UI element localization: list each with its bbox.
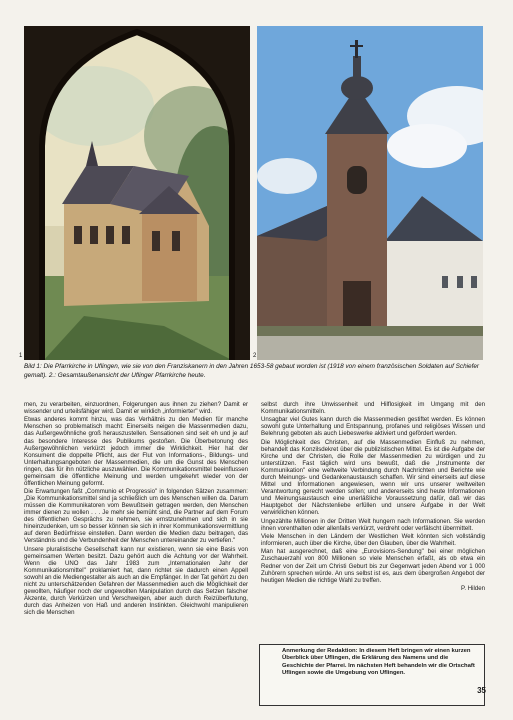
paragraph: Ungezählte Millionen in der Dritten Welt hungern nach Informationen. Sie werden ihnen vorenthalten oder allenfalls verkürzt, verdreht oder verfälscht übermittelt.	[261, 517, 485, 532]
paragraph: Unsagbar viel Gutes kann durch die Massenmedien gestiftet werden. Es können sowohl gute Unterhaltung und Entspannung, profanes und religiöses Wissen und Belehrung geboten als auch Liebeswerke aktiviert und gefördert werden.	[261, 416, 485, 438]
paragraph: men, zu verarbeiten, einzuordnen, Folgerungen aus ihnen zu ziehen? Damit er wissender und urteilsfähiger wird. Damit er wirklich „informierter" wird.	[24, 401, 248, 416]
editorial-note-box: Anmerkung der Redaktion: In diesem Heft bringen wir einen kurzen Überblick über Uflingen, die Erklärung des Namens und die Geschichte der Pfarrei. Im nächsten Heft behandeln wir die Ortschaft Uflingen sowie die Umgebung von Uflingen.	[259, 644, 485, 706]
church-photo-image	[257, 26, 483, 360]
church-painting-image	[24, 26, 250, 360]
paragraph: Etwas anderes kommt hinzu, was das Verhältnis zu den Medien für manche Menschen so problematisch macht: Einerseits neigen die Massenmedien dazu, das Außergewöhnliche groß herauszustellen. Sensationen sind seit eh und je auf das besondere Interesse des Publikums gestoßen. Die Überbetonung des Außergewöhnlichen verkürzt jedoch immer die Wirklichkeit. Hier hat der Konsument die doppelte Pflicht, aus der Flut von Informations-, Bildungs- und Unterhaltungsangeboten der Massenmedien, die um die Gunst des Menschen ringen, das für ihn nützliche auszuwählen. Die Kommunikationsmittel beeinflussen gemeinsam die öffentliche Meinung und werden umgekehrt wieder von der öffentlichen Meinung geformt.	[24, 416, 248, 487]
paragraph: Unsere pluralistische Gesellschaft kann nur existieren, wenn sie eine Basis von gemeinsamen Werten besitzt. Dazu gehört auch die Achtung vor der Wahrheit. Wenn die UNO das Jahr 1983 zum „Internationalen Jahr der Kommunikationsmittel" proklamiert hat, dann richtet sie dadurch einen Appell sowohl an die Mediengestalter als auch an die Empfänger. In der Tat gehört zu den nicht zu unterschätzenden Gefahren der Massenmedien auch die Möglichkeit der gewollten, häufiger noch der ungewollten Manipulation durch das Setzen falscher Akzente, durch Verkürzen und Verschweigen, aber auch durch Reizüberflutung, durch das Anheizen von Haß und anderen Instinkten. Gleichwohl manipulieren sich die Menschen	[24, 545, 248, 617]
paragraph: Die Erwartungen faßt „Communio et Progressio" in folgenden Sätzen zusammen: „Die Kommunikationsmittel sind ja schließlich um des Menschen willen da. Darum müssen die Kommunikatoren vom Bewußtsein getragen werden, den Menschen immer dienen zu wollen . . . Je mehr sie bemüht sind, die Partner auf dem Forum des öffentlichen Gesprächs zu nehmen, sie ernstzunehmen und sich in sie hineinzudenken, um so besser können sie sich in ihrer Kommunikationsvermittlung auf deren Bedürfnisse einstellen. Dann werden die Medien dazu beitragen, das Verständnis und die Verbundenheit der Menschen untereinander zu vertiefen."	[24, 488, 248, 545]
article-column-right	[261, 401, 485, 593]
article-column-left	[24, 401, 248, 618]
figure-caption: Bild 1: Die Pfarrkirche in Uflingen, wie sie von den Franziskanern in den Jahren 1653-58 gebaut worden ist (1918 von einem französischen Soldaten auf Schiefer gemalt). 2.: Gesamtaußenansicht der Uflinger Pfarrkirche heute.	[24, 363, 480, 379]
paragraph: Viele Menschen in den Ländern der Westlichen Welt könnten sich vollständig informieren, auch über die Kirche, über den Glauben, über die Wahrheit.	[261, 533, 485, 548]
figure-number-1: 1	[19, 353, 23, 359]
author-signature: P. Hilden	[461, 584, 485, 592]
page-number: 35	[477, 686, 486, 695]
paragraph: Die Möglichkeit des Christen, auf die Massenmedien Einfluß zu nehmen, behandelt das Konzilsdekret über die publizistischen Mittel. Es ist die Aufgabe der Kirche und der Christen, die Rolle der Massenmedien zu würdigen und zu unterstützen. Fast täglich wird uns bewußt, daß die „Instrumente der Kommunikation" eine weltweite Verbindung durch Nachrichten und Berichte wie durch Meinungs- und Gedankenaustausch schaffen. Wir sind einerseits auf diese Mittel und Informationen angewiesen, wenn wir uns unserer weltweiten Verantwortung gerecht werden sollen; und andererseits sind heute Informationen und Meinungsaustausch eine unerläßliche Voraussetzung dafür, daß wir das Hauptgebot der Nächstenliebe erfüllen und unsere Aufgabe in der Welt verwirklichen können.	[261, 438, 485, 517]
paragraph: selbst durch ihre Unwissenheit und Hilflosigkeit im Umgang mit den Kommunikationsmitteln.	[261, 401, 485, 416]
paragraph: Man hat ausgerechnet, daß eine „Eurovisions-Sendung" bei einer möglichen Zuschauerzahl von 800 Millionen so viele Menschen erfaßt, als ob etwa ein Redner von der Zeit um Christi Geburt bis zur Gegenwart jeden Abend vor 1 000 Zuhörern sprechen würde. An uns selbst ist es, aus dem übergroßen Angebot der heutigen Medien die richtige Wahl zu treffen.	[261, 548, 485, 584]
figure-number-2: 2	[253, 353, 257, 359]
